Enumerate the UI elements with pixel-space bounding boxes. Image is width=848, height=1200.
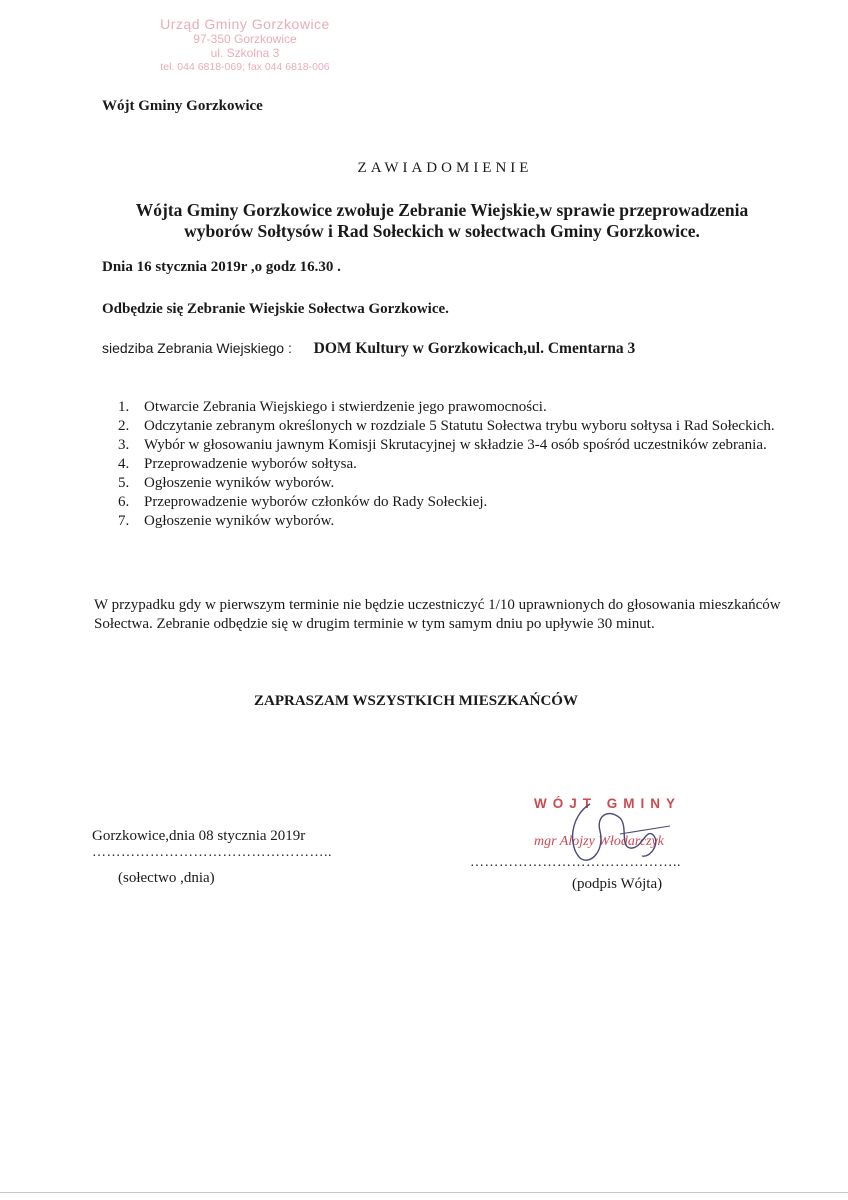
- agenda-item: [118, 398, 778, 417]
- agenda-list: [118, 398, 778, 531]
- agenda-number: 6.: [118, 494, 130, 510]
- document-title: ZAWIADOMIENIE: [357, 160, 533, 176]
- official-stamp-title: WÓJT GMINY: [534, 796, 681, 811]
- letterhead-stamp: [100, 16, 390, 74]
- meeting-date: Dnia 16 stycznia 2019r ,o godz 16.30 .: [102, 259, 341, 275]
- agenda-text: Ogłoszenie wyników wyborów.: [144, 513, 335, 529]
- letterhead-street: ul. Szkolna 3: [210, 46, 280, 60]
- intro-paragraph: Wójta Gminy Gorzkowice zwołuje Zebranie Wiejskie,w sprawie przeprowadzenia wyborów Sołtysów i Rad Sołeckich w sołectwach Gminy Gorzkowice.: [135, 200, 749, 241]
- invitation-heading: ZAPRASZAM WSZYSTKICH MIESZKAŃCÓW: [254, 693, 578, 709]
- agenda-text: Odczytanie zebranym określonych w rozdziale 5 Statutu Sołectwa trybu wyboru sołtysa i Rad Sołeckich.: [144, 418, 775, 434]
- agenda-item: [118, 493, 778, 512]
- issuer-heading: Wójt Gminy Gorzkowice: [102, 98, 263, 114]
- page-bottom-edge: [0, 1192, 848, 1193]
- agenda-item: [118, 417, 778, 436]
- agenda-number: 1.: [118, 399, 130, 415]
- agenda-text: Przeprowadzenie wyborów sołtysa.: [144, 456, 357, 472]
- agenda-text: Ogłoszenie wyników wyborów.: [144, 475, 335, 491]
- agenda-text: Wybór w głosowaniu jawnym Komisji Skrutacyjnej w składzie 3-4 osób spośród uczestników zebrania.: [144, 437, 767, 453]
- letterhead-postal: 97-350 Gorzkowice: [193, 32, 297, 46]
- agenda-item: [118, 436, 778, 455]
- letterhead-office-name: Urząd Gminy Gorzkowice: [160, 16, 330, 32]
- agenda-item: [118, 455, 778, 474]
- agenda-text: Przeprowadzenie wyborów członków do Rady Sołeckiej.: [144, 494, 488, 510]
- agenda-number: 2.: [118, 418, 130, 434]
- place-and-date: Gorzkowice,dnia 08 stycznia 2019r: [92, 828, 306, 844]
- letterhead-phone: tel. 044 6818-069; fax 044 6818-006: [160, 61, 330, 73]
- venue-label: siedziba Zebrania Wiejskiego :: [102, 340, 292, 356]
- agenda-number: 3.: [118, 437, 130, 453]
- venue-line: [102, 340, 635, 358]
- agenda-item: [118, 512, 778, 531]
- signature-dotted-line: ……………………………………..: [470, 855, 681, 870]
- agenda-text: Otwarcie Zebrania Wiejskiego i stwierdzenie jego prawomocności.: [144, 399, 547, 415]
- agenda-number: 4.: [118, 456, 130, 472]
- venue-value: DOM Kultury w Gorzkowicach,ul. Cmentarna 3: [313, 340, 636, 357]
- place-date-caption: (sołectwo ,dnia): [118, 870, 215, 886]
- place-date-dotted-line: …………………………………………..: [92, 845, 332, 860]
- signature-caption: (podpis Wójta): [572, 876, 663, 892]
- agenda-item: [118, 474, 778, 493]
- agenda-number: 5.: [118, 475, 130, 491]
- meeting-statement: Odbędzie się Zebranie Wiejskie Sołectwa Gorzkowice.: [102, 301, 449, 317]
- official-stamp-name: mgr Alojzy Włodarczyk: [534, 834, 664, 849]
- agenda-number: 7.: [118, 513, 130, 529]
- quorum-note: W przypadku gdy w pierwszym terminie nie będzie uczestniczyć 1/10 uprawnionych do głosowania mieszkańców Sołectwa. Zebranie odbędzie się w drugim terminie w tym samym dniu po upływie 30 minut.: [94, 597, 781, 632]
